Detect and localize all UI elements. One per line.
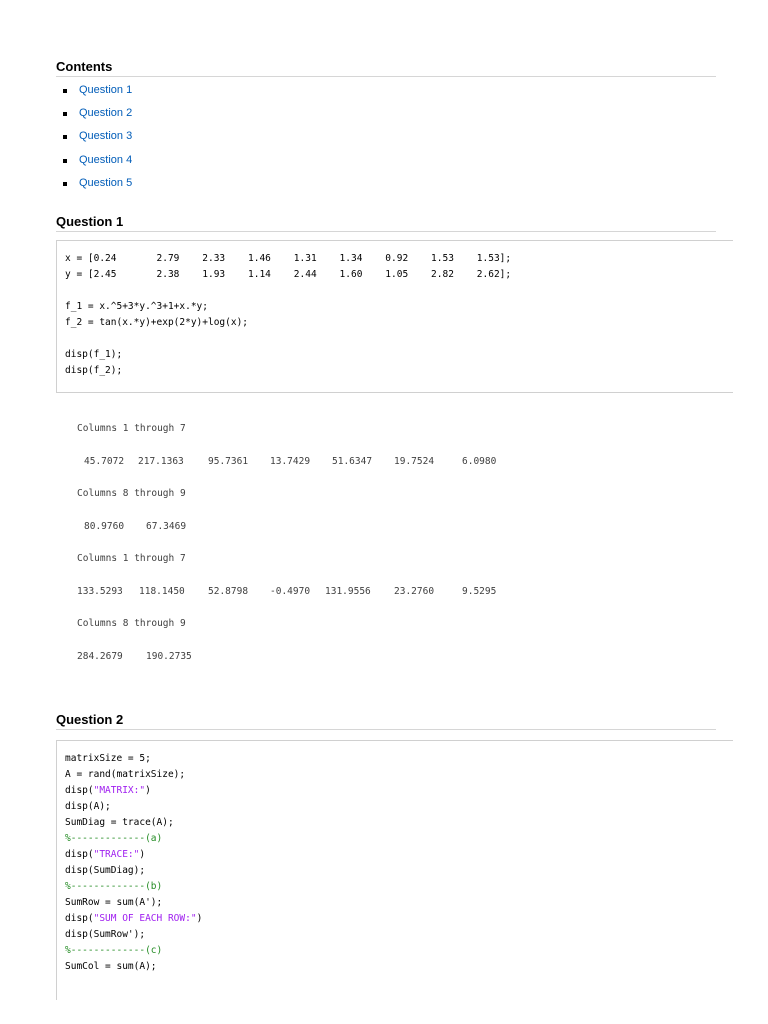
- code-comment: %-------------(b): [65, 881, 163, 892]
- table-of-contents: [56, 84, 132, 200]
- bullet-icon: [63, 182, 67, 186]
- toc-link-question-3[interactable]: Question 3: [79, 130, 133, 143]
- output-value: 51.6347: [332, 456, 373, 467]
- output-value: -0.4970: [270, 586, 311, 597]
- code-line: [65, 847, 725, 863]
- code-line: [65, 911, 725, 927]
- code-line: [65, 783, 725, 799]
- code-blank-line: [65, 331, 725, 347]
- toc-item: [56, 130, 132, 153]
- code-line: x = [0.24 2.79 2.33 1.46 1.31 1.34 0.92 1.53 1.53];: [65, 253, 512, 264]
- code-string: "MATRIX:": [93, 785, 146, 796]
- code-blank-line: [65, 283, 725, 299]
- code-token: ): [196, 913, 203, 924]
- code-line: disp(A);: [65, 801, 111, 812]
- bullet-icon: [63, 112, 67, 116]
- code-line: disp(SumDiag);: [65, 865, 146, 876]
- code-line: matrixSize = 5;: [65, 753, 151, 764]
- question-2-heading: Question 2: [56, 712, 716, 730]
- output-value: 118.1450: [139, 586, 185, 597]
- output-value: 45.7072: [84, 456, 125, 467]
- output-columns-header: Columns 8 through 9: [77, 488, 186, 499]
- code-line: disp(f_2);: [65, 365, 123, 376]
- output-columns-header: Columns 1 through 7: [77, 553, 186, 564]
- contents-heading: Contents: [56, 59, 716, 77]
- code-token: ): [139, 849, 146, 860]
- bullet-icon: [63, 89, 67, 93]
- output-value: 9.5295: [462, 586, 497, 597]
- code-string: "TRACE:": [93, 849, 140, 860]
- toc-item: [56, 154, 132, 177]
- toc-link-question-1[interactable]: Question 1: [79, 84, 133, 96]
- code-string: "SUM OF EACH ROW:": [93, 913, 197, 924]
- code-line: f_1 = x.^5+3*y.^3+1+x.*y;: [65, 301, 208, 312]
- question-1-heading: Question 1: [56, 214, 716, 232]
- toc-link-question-4[interactable]: Question 4: [79, 153, 133, 166]
- output-value: 95.7361: [208, 456, 249, 467]
- code-line: SumCol = sum(A);: [65, 961, 157, 972]
- output-value: 67.3469: [146, 521, 187, 532]
- code-line: y = [2.45 2.38 1.93 1.14 2.44 1.60 1.05 2.82 2.62];: [65, 269, 512, 280]
- toc-link-question-2[interactable]: Question 2: [79, 107, 133, 120]
- toc-item: [56, 84, 132, 107]
- output-value: 52.8798: [208, 586, 249, 597]
- output-value: 131.9556: [325, 586, 371, 597]
- output-value: 6.0980: [462, 456, 497, 467]
- output-value: 190.2735: [146, 651, 192, 662]
- output-value: 217.1363: [138, 456, 184, 467]
- code-line: disp(SumRow');: [65, 929, 146, 940]
- code-line: SumDiag = trace(A);: [65, 817, 174, 828]
- code-comment: %-------------(c): [65, 945, 163, 956]
- output-columns-header: Columns 8 through 9: [77, 618, 186, 629]
- code-line: disp(f_1);: [65, 349, 123, 360]
- code-token: disp(: [65, 785, 94, 796]
- output-columns-header: Columns 1 through 7: [77, 423, 186, 434]
- code-line: f_2 = tan(x.*y)+exp(2*y)+log(x);: [65, 317, 249, 328]
- output-value: 19.7524: [394, 456, 435, 467]
- code-line: SumRow = sum(A');: [65, 897, 163, 908]
- output-value: 284.2679: [77, 651, 123, 662]
- output-value: 13.7429: [270, 456, 311, 467]
- toc-link-question-5[interactable]: Question 5: [79, 176, 133, 189]
- toc-item: [56, 177, 132, 200]
- output-value: 133.5293: [77, 586, 123, 597]
- output-value: 80.9760: [84, 521, 125, 532]
- toc-item: [56, 107, 132, 130]
- question-2-code-block[interactable]: [56, 740, 733, 1000]
- output-value: 23.2760: [394, 586, 435, 597]
- code-token: disp(: [65, 913, 94, 924]
- bullet-icon: [63, 159, 67, 163]
- code-comment: %-------------(a): [65, 833, 163, 844]
- code-token: disp(: [65, 849, 94, 860]
- bullet-icon: [63, 135, 67, 139]
- code-token: ): [145, 785, 151, 796]
- question-1-code-block[interactable]: [56, 240, 733, 393]
- code-line: A = rand(matrixSize);: [65, 769, 186, 780]
